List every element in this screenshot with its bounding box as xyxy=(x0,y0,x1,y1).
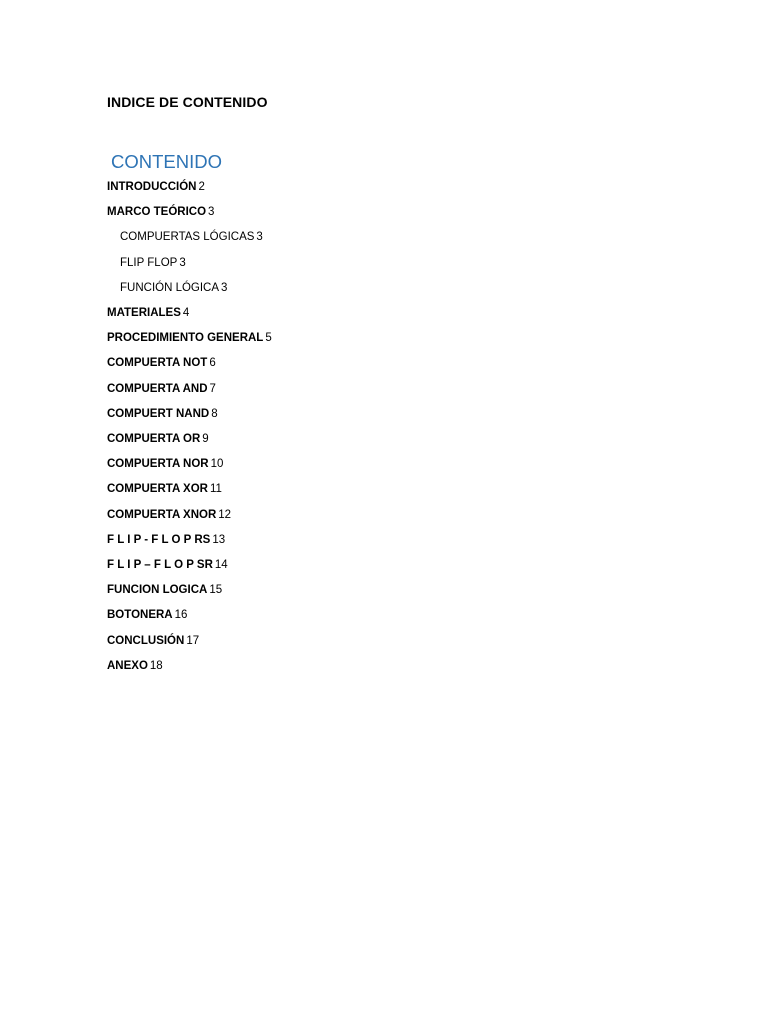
toc-entry-page-number: 3 xyxy=(179,256,186,269)
toc-entry-page-number: 13 xyxy=(212,533,226,546)
toc-entry-label: COMPUERTA NOT xyxy=(107,357,208,370)
toc-entry-page-number: 3 xyxy=(256,231,263,244)
toc-entry-label: FLIP FLOP xyxy=(120,256,178,269)
toc-entry-page-number: 14 xyxy=(214,559,228,571)
toc-entry-page-number: 10 xyxy=(210,458,224,471)
toc-entry-label: COMPUERTA XNOR xyxy=(107,508,217,521)
toc-entry-label: FUNCIÓN LÓGICA xyxy=(120,281,220,294)
toc-entry-page-number: 4 xyxy=(182,307,190,319)
toc-entry-page-number: 3 xyxy=(221,281,228,294)
toc-entry-label: PROCEDIMIENTO GENERAL xyxy=(107,332,264,345)
toc-entry-label: MATERIALES xyxy=(107,307,181,319)
toc-entry-label: INTRODUCCIÓN xyxy=(107,181,197,193)
toc-entry-page-number: 6 xyxy=(209,357,216,370)
toc-entry-label: F L I P - F L O P RS xyxy=(107,533,211,546)
toc-entry-page-number: 7 xyxy=(209,382,216,395)
toc-entry-page-number: 5 xyxy=(265,332,272,345)
toc-entry-label: MARCO TEÓRICO xyxy=(107,206,207,219)
toc-entry-page-number: 17 xyxy=(186,634,200,647)
toc-heading: CONTENIDO xyxy=(111,151,222,172)
toc-entry-page-number: 3 xyxy=(208,206,215,219)
toc-entry-label: BOTONERA xyxy=(107,609,173,622)
toc-entry-page-number: 8 xyxy=(211,407,218,420)
toc-entry-label: COMPUERTA OR xyxy=(107,433,201,445)
toc-entry-label: F L I P – F L O P SR xyxy=(107,559,213,571)
toc-entry-page-number: 11 xyxy=(209,483,222,496)
toc-entry-label: COMPUERTA NOR xyxy=(107,458,209,471)
toc-entry-label: COMPUERTA AND xyxy=(107,382,208,395)
toc-entry-label: ANEXO xyxy=(107,659,148,672)
toc-entry-label: FUNCION LOGICA xyxy=(107,584,208,597)
toc-entry-page-number: 2 xyxy=(198,181,205,193)
toc-entry-page-number: 9 xyxy=(202,433,209,445)
toc-entry-page-number: 18 xyxy=(149,659,163,672)
toc-entry-label: COMPUERTAS LÓGICAS xyxy=(120,231,255,244)
toc-entry-page-number: 15 xyxy=(209,584,223,597)
toc-entry-page-number: 12 xyxy=(218,508,232,521)
toc-entry-page-number: 16 xyxy=(174,609,188,622)
document-title: INDICE DE CONTENIDO xyxy=(107,94,268,110)
toc-entry-label: COMPUERTA XOR xyxy=(107,483,208,496)
toc-entry-label: COMPUERT NAND xyxy=(107,407,210,420)
toc-entry-label: CONCLUSIÓN xyxy=(107,634,185,647)
